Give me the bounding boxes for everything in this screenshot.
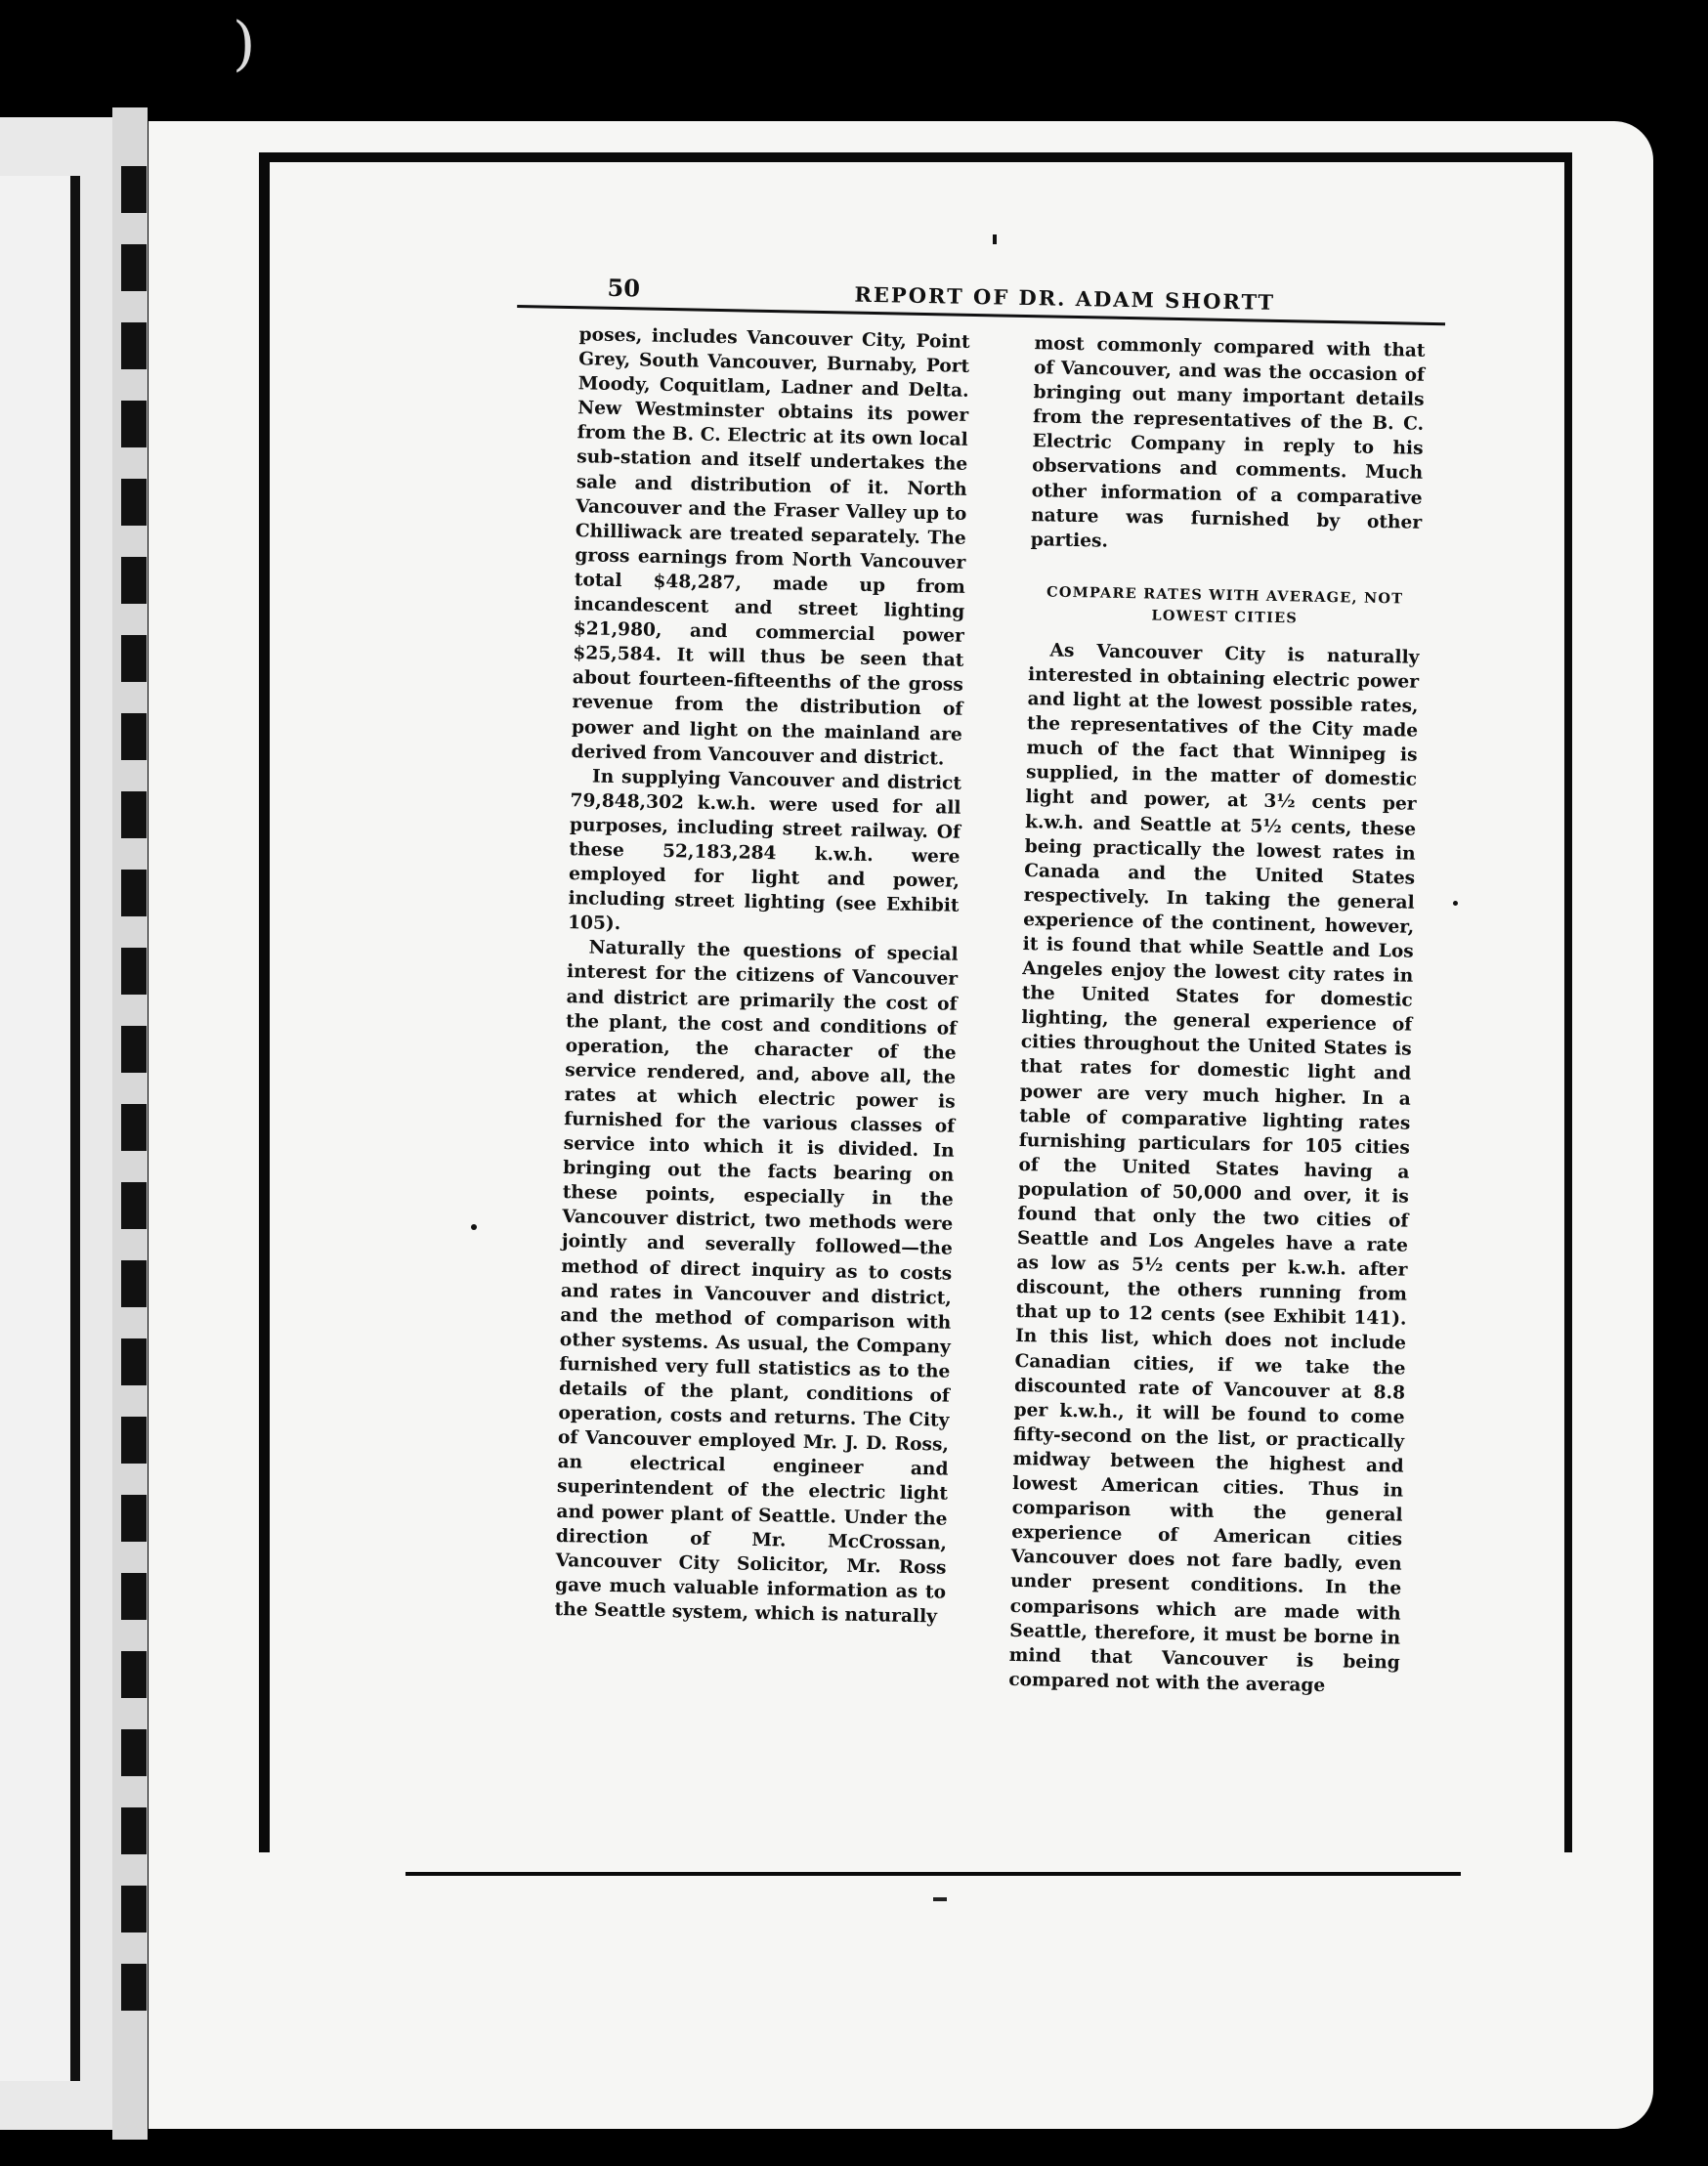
binding-ring: [121, 1573, 147, 1620]
binding-ring: [121, 635, 147, 682]
paragraph: As Vancouver City is naturally interested in obtaining electric power and light at the lowest possible rates, the representatives of the City made much of the fact that Winnipeg is supplied, in the matter of domestic light and power, at 3½ cents per k.w.h. and Seattle at 5½ cents, these being practically the lowest rates in Canada and the United States respectively. In taking the general experience of the continent, however, it is found that while Seattle and Los Angeles enjoy the lowest city rates in the United States for domestic lighting, the general experience of cities throughout the United States is that rates for domestic light and power are very much higher. In a table of comparative lighting rates furnishing particulars for 105 cities of the United States having a population of 50,000 and over, it is found that only the two cities of Seattle and Los Angeles have a rate as low as 5½ cents per k.w.h. after discount, the others running from that up to 12 cents (see Exhibit 141). In this list, which does not include Canadian cities, if we take the discounted rate of Vancouver at 8.8 per k.w.h., it will be found to come fifty-second on the list, or practically midway between the highest and lowest American cities. Thus in comparison with the general experience of American cities Vancouver does not fare badly, even under present conditions. In the comparisons which are made with Seattle, therefore, it must be borne in mind that Vancouver is being compared not with the average: [1008, 640, 1420, 1696]
binding-ring: [121, 479, 147, 526]
page-text-block: [488, 266, 1446, 1863]
binding-ring: [121, 166, 147, 213]
binding-ring: [121, 557, 147, 604]
binding-ring: [121, 1729, 147, 1776]
binding-ring: [121, 870, 147, 916]
binding-ring: [121, 401, 147, 447]
binding-ring: [121, 1104, 147, 1151]
binding-ring: [121, 1182, 147, 1229]
binding-ring: [121, 1026, 147, 1073]
section-subheading: [1029, 581, 1421, 632]
subheading-line: LOWEST CITIES: [1151, 607, 1299, 627]
text-columns: [488, 321, 1445, 1863]
left-column: [554, 322, 969, 1629]
paragraph: poses, includes Vancouver City, Point Grey, South Vancouver, Burnaby, Port Moody, Coquitlam, Ladner and Delta. New Westminster obtains its power from the B. C. Electric at its own local sub-station and itself undertakes the sale and distribution of it. North Vancouver and the Fraser Valley up to Chilliwack are treated separately. The gross earnings from North Vancouver total $48,287, made up from incandescent and street lighting $21,980, and commercial power $25,584. It will thus be seen that about fourteen-fifteenths of the gross revenue from the distribution of power and light on the mainland are derived from Vancouver and district.: [571, 324, 970, 770]
subheading-line: COMPARE RATES WITH AVERAGE, NOT: [1046, 583, 1404, 608]
binding-ring: [121, 1651, 147, 1698]
running-title: REPORT OF DR. ADAM SHORTT: [854, 281, 1276, 315]
binding-ring: [121, 322, 147, 369]
paragraph: In supplying Vancouver and district 79,848,302 k.w.h. were used for all purposes, including street railway. Of these 52,183,284 k.w.h. were employed for light and power, including street lighting (see Exhibit 105).: [567, 766, 962, 935]
binding-ring: [121, 713, 147, 760]
binding-ring: [121, 1886, 147, 1932]
binding-ring: [121, 948, 147, 995]
speck-mark: [993, 234, 997, 244]
page-number: 50: [607, 273, 641, 303]
binding-ring: [121, 1260, 147, 1307]
right-column: [1008, 331, 1426, 1699]
binding-ring: [121, 791, 147, 838]
binding-ring: [121, 1338, 147, 1385]
speck-mark: [471, 1224, 477, 1230]
page-frame-bottom-rule: [406, 1872, 1461, 1876]
paragraph: most commonly compared with that of Vancouver, and was the occasion of bringing out many important details from the representatives of the B. C. Electric Company in reply to his observations and comments. Much other information of a comparative nature was furnished by other parties.: [1030, 333, 1426, 552]
paragraph: Naturally the questions of special interest for the citizens of Vancouver and district are primarily the cost of the plant, the cost and conditions of operation, the character of the service rendered, and, above all, the rates at which electric power is furnished for the various classes of service into which it is divided. In bringing out the facts bearing on these points, especially in the Vancouver district, two methods were jointly and severally followed—the method of direct inquiry as to costs and rates in Vancouver and district, and the method of comparison with other systems. As usual, the Company furnished very full statistics as to the details of the plant, conditions of operation, costs and returns. The City of Vancouver employed Mr. J. D. Ross, an electrical engineer and superintendent of the electric light and power plant of Seattle. Under the direction of Mr. McCrossan, Vancouver City Solicitor, Mr. Ross gave much valuable information as to the Seattle system, which is naturally: [554, 937, 959, 1628]
binding-ring: [121, 244, 147, 291]
speck-mark: [933, 1897, 947, 1901]
corner-scratch-mark: ): [233, 10, 256, 78]
binding-ring: [121, 1417, 147, 1464]
binding-ring: [121, 1495, 147, 1542]
binding-ring: [121, 1964, 147, 2011]
previous-page-sheet: [0, 176, 80, 2081]
binding-ring: [121, 1807, 147, 1854]
speck-mark: [1453, 901, 1458, 906]
